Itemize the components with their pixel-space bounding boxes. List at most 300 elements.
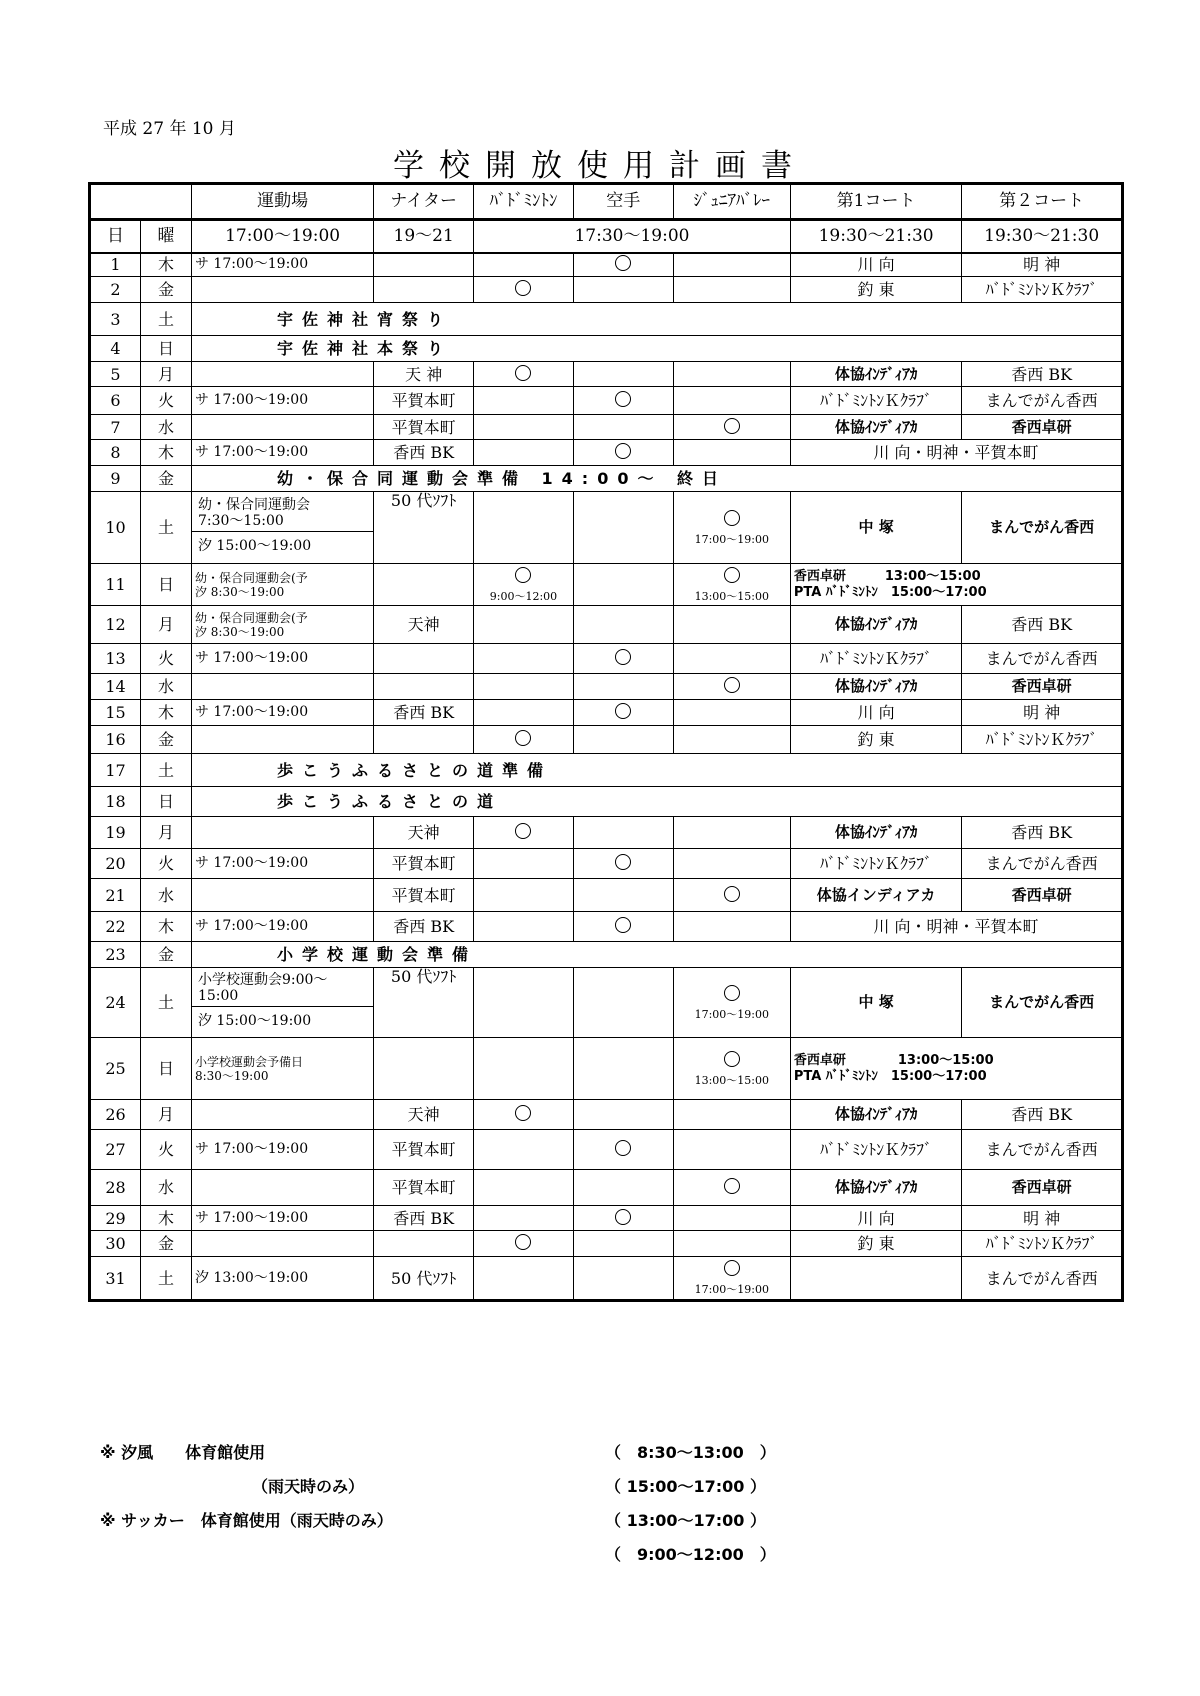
weekday: 日 <box>140 564 191 606</box>
day-number: 28 <box>90 1170 141 1206</box>
activity-cell <box>573 387 673 415</box>
booked-circle-icon <box>724 677 740 693</box>
column-header: 運動場 <box>191 184 373 220</box>
booked-circle-icon <box>615 255 631 271</box>
day-header: 日 <box>90 220 141 253</box>
undoujou-cell <box>191 1231 373 1257</box>
document-date: 平成 27 年 10 月 <box>103 119 236 139</box>
event-banner: 歩こうふるさとの道準備 <box>191 754 1122 787</box>
schedule-row <box>90 362 1123 387</box>
undoujou-cell: サ 17:00～19:00 <box>191 644 373 674</box>
activity-cell <box>474 564 574 606</box>
activity-cell <box>573 606 673 644</box>
activity-cell <box>474 253 574 277</box>
weekday: 金 <box>140 277 191 303</box>
undoujou-cell: サ 17:00～19:00 <box>191 700 373 726</box>
schedule-row <box>90 674 1123 700</box>
nighter-cell: 50 代ｿﾌﾄ <box>374 968 474 1038</box>
court2-cell: ﾊﾞﾄﾞﾐﾝﾄﾝＫｸﾗﾌﾞ <box>962 726 1123 754</box>
time-row <box>90 220 1123 253</box>
undoujou-sub: 汐 15:00～19:00 <box>197 1012 312 1029</box>
schedule-row <box>90 1231 1123 1257</box>
day-number: 2 <box>90 277 141 303</box>
weekday: 日 <box>140 336 191 362</box>
activity-cell <box>474 440 574 466</box>
courts-combined <box>790 1038 1122 1100</box>
court1-cell: 体協ｲﾝﾃﾞｨｱｶ <box>790 1170 961 1206</box>
day-number: 19 <box>90 817 141 849</box>
court2-cell: まんでがん香西 <box>962 968 1123 1038</box>
booked-circle-icon <box>515 730 531 746</box>
schedule-row <box>90 817 1123 849</box>
court1-cell: 釣 東 <box>790 1231 961 1257</box>
activity-cell <box>673 564 790 606</box>
activity-time: 13:00～15:00 <box>694 589 769 603</box>
page-title: 学校開放使用計画書 <box>393 148 807 184</box>
activity-cell <box>573 1038 673 1100</box>
weekday: 金 <box>140 726 191 754</box>
time-court1: 19:30～21:30 <box>790 220 961 253</box>
undoujou-cell <box>191 415 373 440</box>
activity-cell <box>573 849 673 879</box>
activity-cell <box>673 912 790 942</box>
activity-cell <box>474 674 574 700</box>
activity-cell <box>673 1038 790 1100</box>
undoujou-cell: 小学校運動会予備日 8:30～19:00 <box>191 1038 373 1100</box>
column-header: 第２コート <box>962 184 1123 220</box>
schedule-row <box>90 1038 1123 1100</box>
day-number: 27 <box>90 1130 141 1170</box>
activity-cell <box>474 879 574 912</box>
nighter-cell: 香西 BK <box>374 440 474 466</box>
weekday: 月 <box>140 606 191 644</box>
note-label: ※ サッカー 体育館使用（雨天時のみ） <box>100 1511 393 1530</box>
activity-cell <box>573 968 673 1038</box>
day-number: 15 <box>90 700 141 726</box>
nighter-cell: 平賀本町 <box>374 1170 474 1206</box>
activity-cell <box>474 1100 574 1130</box>
day-number: 21 <box>90 879 141 912</box>
day-number: 24 <box>90 968 141 1038</box>
schedule-table <box>88 182 1124 1302</box>
court1-cell: 体協インディアカ <box>790 879 961 912</box>
schedule-row <box>90 253 1123 277</box>
activity-time: 17:00～19:00 <box>694 532 769 546</box>
weekday: 木 <box>140 253 191 277</box>
weekday: 金 <box>140 1231 191 1257</box>
activity-cell <box>474 1257 574 1301</box>
activity-cell <box>474 912 574 942</box>
day-number: 6 <box>90 387 141 415</box>
activity-cell <box>573 912 673 942</box>
activity-cell <box>673 492 790 564</box>
schedule-row <box>90 387 1123 415</box>
booked-circle-icon <box>724 1051 740 1067</box>
activity-cell <box>673 440 790 466</box>
court1-cell: 体協ｲﾝﾃﾞｨｱｶ <box>790 362 961 387</box>
booked-circle-icon <box>615 854 631 870</box>
court2-cell: 明 神 <box>962 1206 1123 1231</box>
weekday: 金 <box>140 942 191 968</box>
booked-circle-icon <box>515 1105 531 1121</box>
undoujou-cell: 汐 13:00～19:00 <box>191 1257 373 1301</box>
booked-circle-icon <box>515 365 531 381</box>
court2-cell: 香西卓研 <box>962 879 1123 912</box>
court1-cell: 川 向 <box>790 253 961 277</box>
activity-cell <box>474 1130 574 1170</box>
note-time: （ 15:00～17:00 ） <box>605 1477 767 1496</box>
nighter-cell <box>374 253 474 277</box>
time-undoujou: 17:00～19:00 <box>191 220 373 253</box>
schedule-row <box>90 415 1123 440</box>
booked-circle-icon <box>724 418 740 434</box>
schedule-row <box>90 849 1123 879</box>
court2-cell: 香西 BK <box>962 817 1123 849</box>
nighter-cell: 平賀本町 <box>374 415 474 440</box>
court1-cell: ﾊﾞﾄﾞﾐﾝﾄﾝＫｸﾗﾌﾞ <box>790 644 961 674</box>
booked-circle-icon <box>515 280 531 296</box>
booked-circle-icon <box>515 567 531 583</box>
column-header: ｼﾞｭﾆｱﾊﾞﾚｰ <box>673 184 790 220</box>
activity-cell <box>474 415 574 440</box>
activity-cell <box>474 277 574 303</box>
day-number: 10 <box>90 492 141 564</box>
day-number: 8 <box>90 440 141 466</box>
schedule-row <box>90 492 1123 564</box>
activity-cell <box>573 362 673 387</box>
court2-cell: まんでがん香西 <box>962 492 1123 564</box>
undoujou-cell <box>191 277 373 303</box>
activity-cell <box>573 1206 673 1231</box>
court1-cell <box>790 1257 961 1301</box>
court1-cell: 体協ｲﾝﾃﾞｨｱｶ <box>790 415 961 440</box>
weekday: 水 <box>140 879 191 912</box>
court1-cell: ﾊﾞﾄﾞﾐﾝﾄﾝＫｸﾗﾌﾞ <box>790 1130 961 1170</box>
nighter-cell: 50 代ｿﾌﾄ <box>374 1257 474 1301</box>
weekday: 火 <box>140 849 191 879</box>
undoujou-cell <box>191 362 373 387</box>
court2-cell: 香西卓研 <box>962 1170 1123 1206</box>
court-booking: PTA ﾊﾞﾄﾞﾐﾝﾄﾝ 15:00～17:00 <box>793 1068 987 1084</box>
activity-cell <box>673 253 790 277</box>
court2-cell: 明 神 <box>962 253 1123 277</box>
schedule-row <box>90 700 1123 726</box>
court2-cell: まんでがん香西 <box>962 1257 1123 1301</box>
activity-cell <box>673 1206 790 1231</box>
activity-cell <box>673 1170 790 1206</box>
activity-cell <box>573 1100 673 1130</box>
court1-cell: 釣 東 <box>790 726 961 754</box>
court1-cell: 中 塚 <box>790 968 961 1038</box>
court2-cell: 香西 BK <box>962 606 1123 644</box>
courts-combined: 川 向・明神・平賀本町 <box>790 912 1122 942</box>
weekday: 水 <box>140 415 191 440</box>
nighter-cell: 50 代ｿﾌﾄ <box>374 492 474 564</box>
court2-cell: 明 神 <box>962 700 1123 726</box>
undoujou-cell <box>191 674 373 700</box>
weekday: 金 <box>140 466 191 492</box>
activity-cell <box>673 606 790 644</box>
undoujou-cell <box>191 968 373 1038</box>
note-time: （ 8:30～13:00 ） <box>605 1443 776 1462</box>
activity-cell <box>673 1231 790 1257</box>
court-booking: 香西卓研 13:00～15:00 <box>793 1052 994 1068</box>
court2-cell: 香西 BK <box>962 362 1123 387</box>
schedule-row <box>90 726 1123 754</box>
nighter-cell: 平賀本町 <box>374 849 474 879</box>
undoujou-cell: サ 17:00～19:00 <box>191 849 373 879</box>
day-number: 17 <box>90 754 141 787</box>
schedule-row <box>90 1100 1123 1130</box>
time-nighter: 19～21 <box>374 220 474 253</box>
day-number: 26 <box>90 1100 141 1130</box>
court2-cell: まんでがん香西 <box>962 849 1123 879</box>
activity-time: 9:00～12:00 <box>489 589 558 603</box>
day-number: 7 <box>90 415 141 440</box>
schedule-row <box>90 754 1123 787</box>
nighter-cell: 天神 <box>374 817 474 849</box>
booked-circle-icon <box>724 1178 740 1194</box>
activity-cell <box>573 253 673 277</box>
weekday: 木 <box>140 700 191 726</box>
courts-combined: 川 向・明神・平賀本町 <box>790 440 1122 466</box>
weekday: 火 <box>140 1130 191 1170</box>
weekday: 月 <box>140 817 191 849</box>
day-number: 1 <box>90 253 141 277</box>
nighter-cell: 香西 BK <box>374 912 474 942</box>
activity-cell <box>474 644 574 674</box>
column-header-row <box>90 184 1123 220</box>
weekday: 日 <box>140 1038 191 1100</box>
activity-cell <box>673 415 790 440</box>
court2-cell: 香西卓研 <box>962 674 1123 700</box>
undoujou-cell: サ 17:00～19:00 <box>191 1206 373 1231</box>
weekday: 木 <box>140 440 191 466</box>
day-number: 4 <box>90 336 141 362</box>
activity-cell <box>673 674 790 700</box>
schedule-row <box>90 564 1123 606</box>
activity-cell <box>673 644 790 674</box>
court-booking: 香西卓研 13:00～15:00 <box>793 568 981 584</box>
activity-cell <box>673 277 790 303</box>
activity-cell <box>474 1231 574 1257</box>
schedule-row <box>90 942 1123 968</box>
activity-cell <box>673 968 790 1038</box>
court1-cell: 中 塚 <box>790 492 961 564</box>
schedule-row <box>90 968 1123 1038</box>
activity-cell <box>474 492 574 564</box>
booked-circle-icon <box>724 886 740 902</box>
undoujou-cell: サ 17:00～19:00 <box>191 912 373 942</box>
day-number: 23 <box>90 942 141 968</box>
activity-cell <box>474 849 574 879</box>
courts-combined <box>790 564 1122 606</box>
activity-cell <box>474 817 574 849</box>
booked-circle-icon <box>615 917 631 933</box>
day-number: 12 <box>90 606 141 644</box>
weekday: 水 <box>140 1170 191 1206</box>
weekday: 土 <box>140 303 191 336</box>
event-banner: 幼・保合同運動会準備 14:00～ 終日 <box>191 466 1122 492</box>
nighter-cell: 天 神 <box>374 362 474 387</box>
activity-cell <box>673 726 790 754</box>
weekday: 土 <box>140 968 191 1038</box>
day-number: 5 <box>90 362 141 387</box>
weekday-header: 曜 <box>140 220 191 253</box>
day-number: 13 <box>90 644 141 674</box>
schedule-row <box>90 1170 1123 1206</box>
schedule-row <box>90 1257 1123 1301</box>
activity-cell <box>673 362 790 387</box>
activity-cell <box>673 700 790 726</box>
activity-cell <box>573 1130 673 1170</box>
day-number: 14 <box>90 674 141 700</box>
day-number: 29 <box>90 1206 141 1231</box>
undoujou-cell <box>191 879 373 912</box>
day-number: 25 <box>90 1038 141 1100</box>
note-label: （雨天時のみ） <box>100 1477 365 1496</box>
booked-circle-icon <box>724 1260 740 1276</box>
weekday: 火 <box>140 387 191 415</box>
activity-time: 13:00～15:00 <box>694 1073 769 1087</box>
court2-cell: まんでがん香西 <box>962 644 1123 674</box>
schedule-row <box>90 440 1123 466</box>
booked-circle-icon <box>615 703 631 719</box>
activity-cell <box>673 849 790 879</box>
day-number: 30 <box>90 1231 141 1257</box>
note-time: （ 13:00～17:00 ） <box>605 1511 767 1530</box>
activity-cell <box>573 1231 673 1257</box>
time-court2: 19:30～21:30 <box>962 220 1123 253</box>
booked-circle-icon <box>615 649 631 665</box>
activity-cell <box>474 700 574 726</box>
booked-circle-icon <box>724 510 740 526</box>
court1-cell: 川 向 <box>790 1206 961 1231</box>
day-number: 22 <box>90 912 141 942</box>
activity-cell <box>573 440 673 466</box>
weekday: 月 <box>140 362 191 387</box>
court2-cell: ﾊﾞﾄﾞﾐﾝﾄﾝＫｸﾗﾌﾞ <box>962 1231 1123 1257</box>
activity-cell <box>573 277 673 303</box>
schedule-row <box>90 912 1123 942</box>
court-booking: PTA ﾊﾞﾄﾞﾐﾝﾄﾝ 15:00～17:00 <box>793 584 987 600</box>
column-header: 空手 <box>573 184 673 220</box>
day-number: 9 <box>90 466 141 492</box>
court1-cell: 体協ｲﾝﾃﾞｨｱｶ <box>790 1100 961 1130</box>
activity-cell <box>474 1170 574 1206</box>
weekday: 木 <box>140 912 191 942</box>
undoujou-main: 小学校運動会9:00～ 15:00 <box>192 970 373 1007</box>
court2-cell: ﾊﾞﾄﾞﾐﾝﾄﾝＫｸﾗﾌﾞ <box>962 277 1123 303</box>
activity-cell <box>474 726 574 754</box>
column-header: ﾊﾞﾄﾞﾐﾝﾄﾝ <box>474 184 574 220</box>
weekday: 月 <box>140 1100 191 1130</box>
undoujou-main: 幼・保合同運動会 7:30～15:00 <box>192 495 373 532</box>
day-number: 20 <box>90 849 141 879</box>
event-banner: 歩こうふるさとの道 <box>191 787 1122 817</box>
activity-cell <box>573 726 673 754</box>
undoujou-cell: 幼・保合同運動会(予 汐 8:30～19:00 <box>191 564 373 606</box>
nighter-cell <box>374 726 474 754</box>
day-number: 31 <box>90 1257 141 1301</box>
activity-cell <box>573 415 673 440</box>
undoujou-cell <box>191 817 373 849</box>
undoujou-cell <box>191 726 373 754</box>
undoujou-cell: 幼・保合同運動会(予 汐 8:30～19:00 <box>191 606 373 644</box>
booked-circle-icon <box>724 985 740 1001</box>
court1-cell: 川 向 <box>790 700 961 726</box>
booked-circle-icon <box>615 443 631 459</box>
court2-cell: まんでがん香西 <box>962 387 1123 415</box>
activity-cell <box>673 1100 790 1130</box>
nighter-cell: 平賀本町 <box>374 879 474 912</box>
schedule-row <box>90 336 1123 362</box>
undoujou-sub: 汐 15:00～19:00 <box>197 537 312 554</box>
nighter-cell: 平賀本町 <box>374 1130 474 1170</box>
activity-cell <box>474 1206 574 1231</box>
weekday: 水 <box>140 674 191 700</box>
undoujou-cell <box>191 1170 373 1206</box>
nighter-cell: 平賀本町 <box>374 387 474 415</box>
booked-circle-icon <box>724 567 740 583</box>
booked-circle-icon <box>615 1140 631 1156</box>
activity-cell <box>573 817 673 849</box>
nighter-cell <box>374 1038 474 1100</box>
nighter-cell: 香西 BK <box>374 1206 474 1231</box>
nighter-cell <box>374 277 474 303</box>
activity-cell <box>573 879 673 912</box>
activity-cell <box>573 564 673 606</box>
activity-cell <box>573 644 673 674</box>
column-header: ナイター <box>374 184 474 220</box>
activity-cell <box>673 817 790 849</box>
booked-circle-icon <box>615 391 631 407</box>
weekday: 土 <box>140 754 191 787</box>
schedule-row <box>90 1130 1123 1170</box>
court1-cell: ﾊﾞﾄﾞﾐﾝﾄﾝＫｸﾗﾌﾞ <box>790 849 961 879</box>
activity-cell <box>474 968 574 1038</box>
activity-cell <box>573 674 673 700</box>
note-time: （ 9:00～12:00 ） <box>605 1545 776 1564</box>
undoujou-cell <box>191 492 373 564</box>
activity-cell <box>673 1130 790 1170</box>
activity-cell <box>474 362 574 387</box>
day-number: 18 <box>90 787 141 817</box>
activity-cell <box>474 606 574 644</box>
nighter-cell <box>374 644 474 674</box>
court1-cell: 体協ｲﾝﾃﾞｨｱｶ <box>790 817 961 849</box>
weekday: 土 <box>140 1257 191 1301</box>
weekday: 木 <box>140 1206 191 1231</box>
day-number: 11 <box>90 564 141 606</box>
nighter-cell <box>374 1231 474 1257</box>
activity-cell <box>573 700 673 726</box>
schedule-row <box>90 466 1123 492</box>
activity-time: 17:00～19:00 <box>694 1007 769 1021</box>
court1-cell: 体協ｲﾝﾃﾞｨｱｶ <box>790 606 961 644</box>
activity-cell <box>573 492 673 564</box>
time-gym: 17:30～19:00 <box>474 220 791 253</box>
schedule-row <box>90 277 1123 303</box>
weekday: 土 <box>140 492 191 564</box>
nighter-cell: 香西 BK <box>374 700 474 726</box>
undoujou-cell: サ 17:00～19:00 <box>191 440 373 466</box>
undoujou-cell: サ 17:00～19:00 <box>191 253 373 277</box>
court1-cell: 釣 東 <box>790 277 961 303</box>
event-banner: 宇佐神社本祭り <box>191 336 1122 362</box>
court1-cell: 体協ｲﾝﾃﾞｨｱｶ <box>790 674 961 700</box>
activity-cell <box>673 879 790 912</box>
